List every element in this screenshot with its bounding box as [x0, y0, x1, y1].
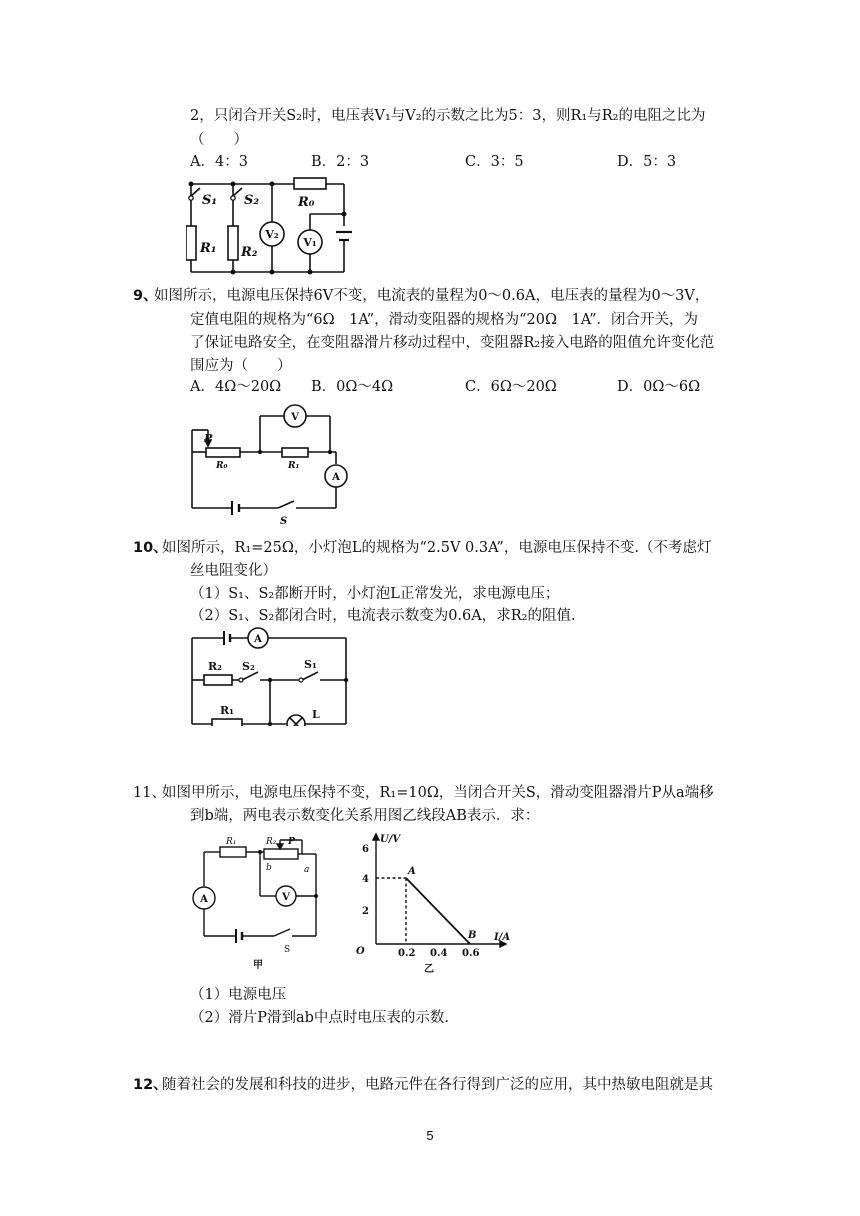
q10-sub1: （1）S₁、S₂都断开时，小灯泡L正常发光，求电源电压； — [190, 586, 560, 602]
q10-resistor-r1 — [212, 719, 242, 726]
q10-label-r2: R₂ — [208, 660, 222, 673]
q11-text-line1: 如图甲所示，电源电压保持不变，R₁=10Ω，当闭合开关S，滑动变阻器滑片P从a端移 — [162, 785, 714, 801]
q8-label-s1: S₁ — [202, 193, 218, 208]
q8-text-line2: （ ） — [190, 132, 248, 148]
q8-option-c: C．3：5 — [465, 154, 524, 170]
q11-sub1: （1）电源电压 — [190, 987, 287, 1003]
q10-label-s1: S₁ — [304, 658, 317, 671]
q9-label-a: A — [332, 472, 340, 483]
q12-number: 12、 — [133, 1077, 168, 1093]
q10-sub2: （2）S₁、S₂都闭合时，电流表示数变为0.6A，求R₂的阻值. — [190, 608, 576, 624]
q12-text-line1: 随着社会的发展和科技的进步，电路元件在各行得到广泛的应用，其中热敏电阻就是其 — [162, 1077, 713, 1093]
q11-graph-ylabel: U/V — [380, 834, 401, 845]
q9-rheostat-r0 — [206, 448, 240, 457]
q11-graph-xtick-04: 0.4 — [430, 948, 448, 959]
q8-resistor-r0 — [294, 178, 326, 189]
q11-graph-yi — [352, 832, 516, 978]
q9-number: 9、 — [133, 288, 158, 304]
q11-label-r2: R₂ — [266, 837, 277, 847]
q11-sub2: （2）滑片P滑到ab中点时电压表的示数. — [190, 1010, 450, 1026]
q11-label-p: P — [288, 837, 295, 847]
q8-resistor-r2 — [228, 226, 238, 260]
q8-text-line1: 2，只闭合开关S₂时，电压表V₁与V₂的示数之比为5：3，则R₁与R₂的电阻之比为 — [190, 108, 706, 124]
q8-circuit-diagram — [186, 176, 354, 276]
q9-text-line2: 定值电阻的规格为“6Ω 1A”，滑动变阻器的规格为“20Ω 1A”．闭合开关，为 — [190, 312, 699, 328]
q11-label-r1: R₁ — [226, 837, 237, 847]
q10-label-l: L — [312, 708, 320, 721]
q11-graph-xtick-02: 0.2 — [398, 948, 416, 959]
q9-option-a: A．4Ω～20Ω — [190, 379, 282, 395]
q9-label-p: P — [204, 432, 213, 445]
q9-option-d: D．0Ω～6Ω — [617, 379, 701, 395]
q11-graph-point-b: B — [468, 930, 477, 941]
q10-text-line2: 丝电阻变化） — [190, 563, 277, 579]
q11-label-ammeter: A — [200, 894, 208, 905]
q10-circuit-diagram — [186, 626, 352, 726]
q11-graph-segment-ab — [406, 878, 470, 944]
q11-graph-origin: O — [356, 946, 365, 957]
q9-label-s: S — [280, 516, 288, 526]
q11-text-line2: 到b端，两电表示数变化关系用图乙线段AB表示．求： — [190, 808, 540, 824]
q11-graph-xtick-06: 0.6 — [462, 948, 480, 959]
q8-label-r0: R₀ — [298, 195, 315, 210]
q9-resistor-r1 — [282, 448, 308, 457]
q9-label-r1: R₁ — [288, 461, 300, 471]
q11-graph-xlabel: I/A — [494, 932, 511, 943]
q11-graph-ytick-2: 2 — [362, 906, 369, 917]
q11-circuit-diagram-jia — [186, 832, 326, 972]
q11-resistor-r1 — [220, 847, 246, 857]
q11-number: 11、 — [133, 785, 166, 801]
q8-label-v2: V₂ — [265, 228, 279, 241]
q8-label-r1: R₁ — [200, 241, 217, 256]
q8-option-b: B．2：3 — [311, 154, 370, 170]
q11-label-jia: 甲 — [253, 960, 263, 971]
q11-rheostat-r2 — [264, 849, 298, 859]
q11-graph-point-a: A — [408, 866, 416, 877]
q9-option-b: B．0Ω～4Ω — [311, 379, 394, 395]
q9-circuit-diagram — [186, 402, 358, 526]
q8-option-a: A．4：3 — [190, 154, 248, 170]
q10-label-r1: R₁ — [220, 704, 234, 717]
q9-text-line1: 如图所示，电源电压保持6V不变，电流表的量程为0～0.6A，电压表的量程为0～3V， — [154, 288, 710, 304]
q9-text-line3: 了保证电路安全，在变阻器滑片移动过程中，变阻器R₂接入电路的阻值允许变化范 — [190, 335, 715, 351]
q11-label-v: V — [282, 892, 290, 903]
q10-resistor-r2 — [204, 675, 232, 685]
page-number: 5 — [426, 1128, 434, 1143]
q10-label-a: A — [254, 634, 262, 645]
q8-label-s2: S₂ — [244, 193, 260, 208]
q11-label-b: b — [266, 863, 272, 873]
q11-graph-ytick-6: 6 — [362, 844, 369, 855]
q9-label-r0: R₀ — [216, 461, 228, 471]
q10-label-s2: S₂ — [242, 660, 255, 673]
q10-text-line1: 如图所示，R₁=25Ω，小灯泡L的规格为“2.5V 0.3A”，电源电压保持不变.（不考虑灯 — [162, 540, 712, 556]
q8-option-d: D．5：3 — [617, 154, 677, 170]
q8-label-v1: V₁ — [303, 236, 317, 249]
q11-label-a-end: a — [304, 865, 310, 875]
q10-number: 10、 — [133, 540, 168, 556]
q11-label-s: S — [284, 945, 291, 955]
q11-graph-ytick-4: 4 — [362, 874, 369, 885]
q8-label-r2: R₂ — [241, 245, 258, 260]
q9-option-c: C．6Ω～20Ω — [465, 379, 557, 395]
q9-text-line4: 围应为（ ） — [190, 358, 292, 374]
q9-label-v: V — [291, 412, 299, 423]
q8-resistor-r1 — [186, 226, 196, 260]
q11-label-yi: 乙 — [424, 964, 434, 975]
